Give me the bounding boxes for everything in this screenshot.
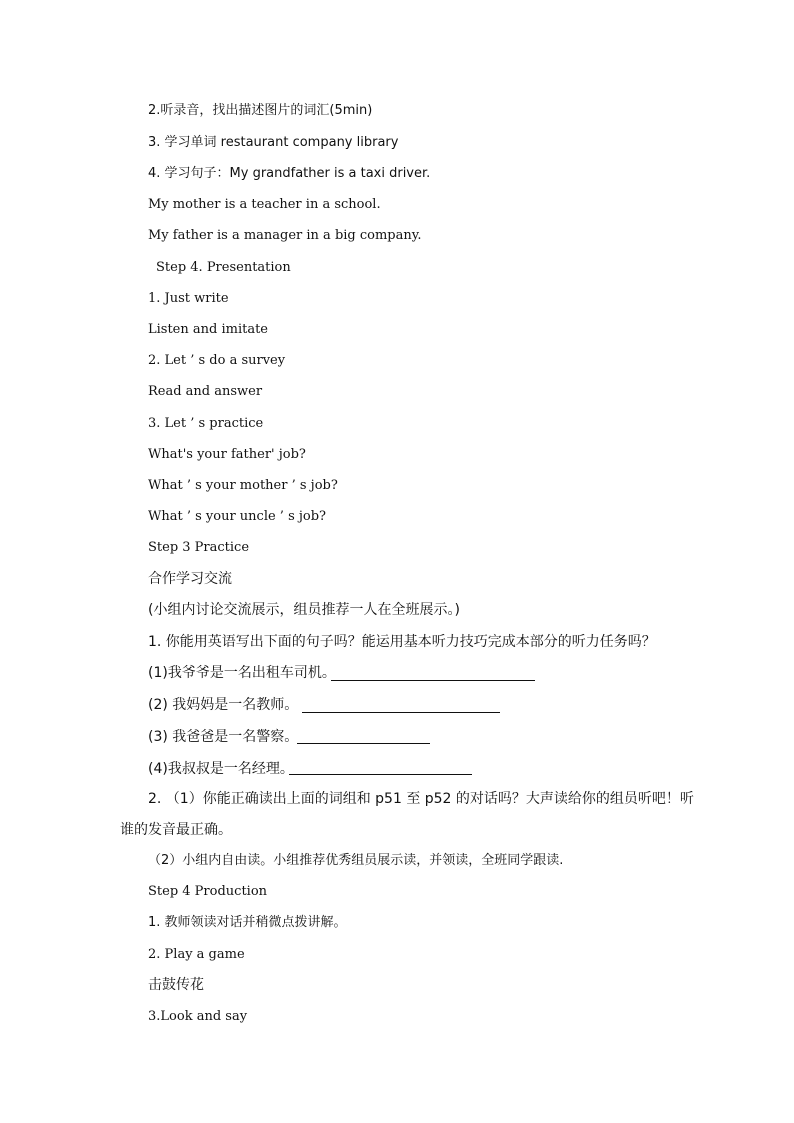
- text-line: 谁的发音最正确。: [120, 822, 232, 838]
- text-line: 1. 教师领读对话并稍微点拨讲解。: [148, 915, 347, 930]
- text-line: 2. Play a game: [148, 947, 245, 962]
- text-line: 击鼓传花: [148, 977, 204, 993]
- text-line: 1. Just write: [148, 291, 229, 306]
- text-line: （2）小组内自由读。小组推荐优秀组员展示读，并领读，全班同学跟读.: [148, 853, 564, 868]
- text-line: 3.Look and say: [148, 1009, 248, 1024]
- text-line: What ’ s your uncle ’ s job?: [148, 509, 327, 524]
- text-line: 3. Let ’ s practice: [148, 416, 264, 431]
- text-line: 2.听录音，找出描述图片的词汇(5min): [148, 103, 373, 118]
- fill-in-item: (3) 我爸爸是一名警察。: [148, 729, 299, 745]
- text-line: Listen and imitate: [148, 322, 268, 337]
- text-line: 4. 学习句子：My grandfather is a taxi driver.: [148, 166, 431, 181]
- text-line: (小组内讨论交流展示，组员推荐一人在全班展示。): [148, 602, 460, 618]
- text-line: 合作学习交流: [148, 571, 232, 587]
- text-line: 3. 学习单词 restaurant company library: [148, 135, 399, 150]
- question-line: 2. （1）你能正确读出上面的词组和 p51 至 p52 的对话吗？大声读给你的组员听吧！听: [148, 791, 694, 807]
- text-line: My mother is a teacher in a school.: [148, 197, 381, 212]
- answer-blank[interactable]: [302, 712, 500, 713]
- answer-blank[interactable]: [297, 743, 430, 744]
- question-line: 1. 你能用英语写出下面的句子吗？能运用基本听力技巧完成本部分的听力任务吗？: [148, 634, 656, 650]
- text-line: 2. Let ’ s do a survey: [148, 353, 286, 368]
- text-line: My father is a manager in a big company.: [148, 228, 422, 243]
- step-heading: Step 4 Production: [148, 884, 268, 899]
- text-line: What's your father' job?: [148, 447, 306, 462]
- text-line: What ’ s your mother ’ s job?: [148, 478, 338, 493]
- step-heading: Step 4. Presentation: [156, 260, 291, 275]
- fill-in-item: (4)我叔叔是一名经理。: [148, 761, 294, 777]
- step-heading: Step 3 Practice: [148, 540, 250, 555]
- answer-blank[interactable]: [289, 774, 472, 775]
- answer-blank[interactable]: [331, 680, 535, 681]
- fill-in-item: (2) 我妈妈是一名教师。: [148, 697, 299, 713]
- text-line: Read and answer: [148, 384, 263, 399]
- fill-in-item: (1)我爷爷是一名出租车司机。: [148, 665, 336, 681]
